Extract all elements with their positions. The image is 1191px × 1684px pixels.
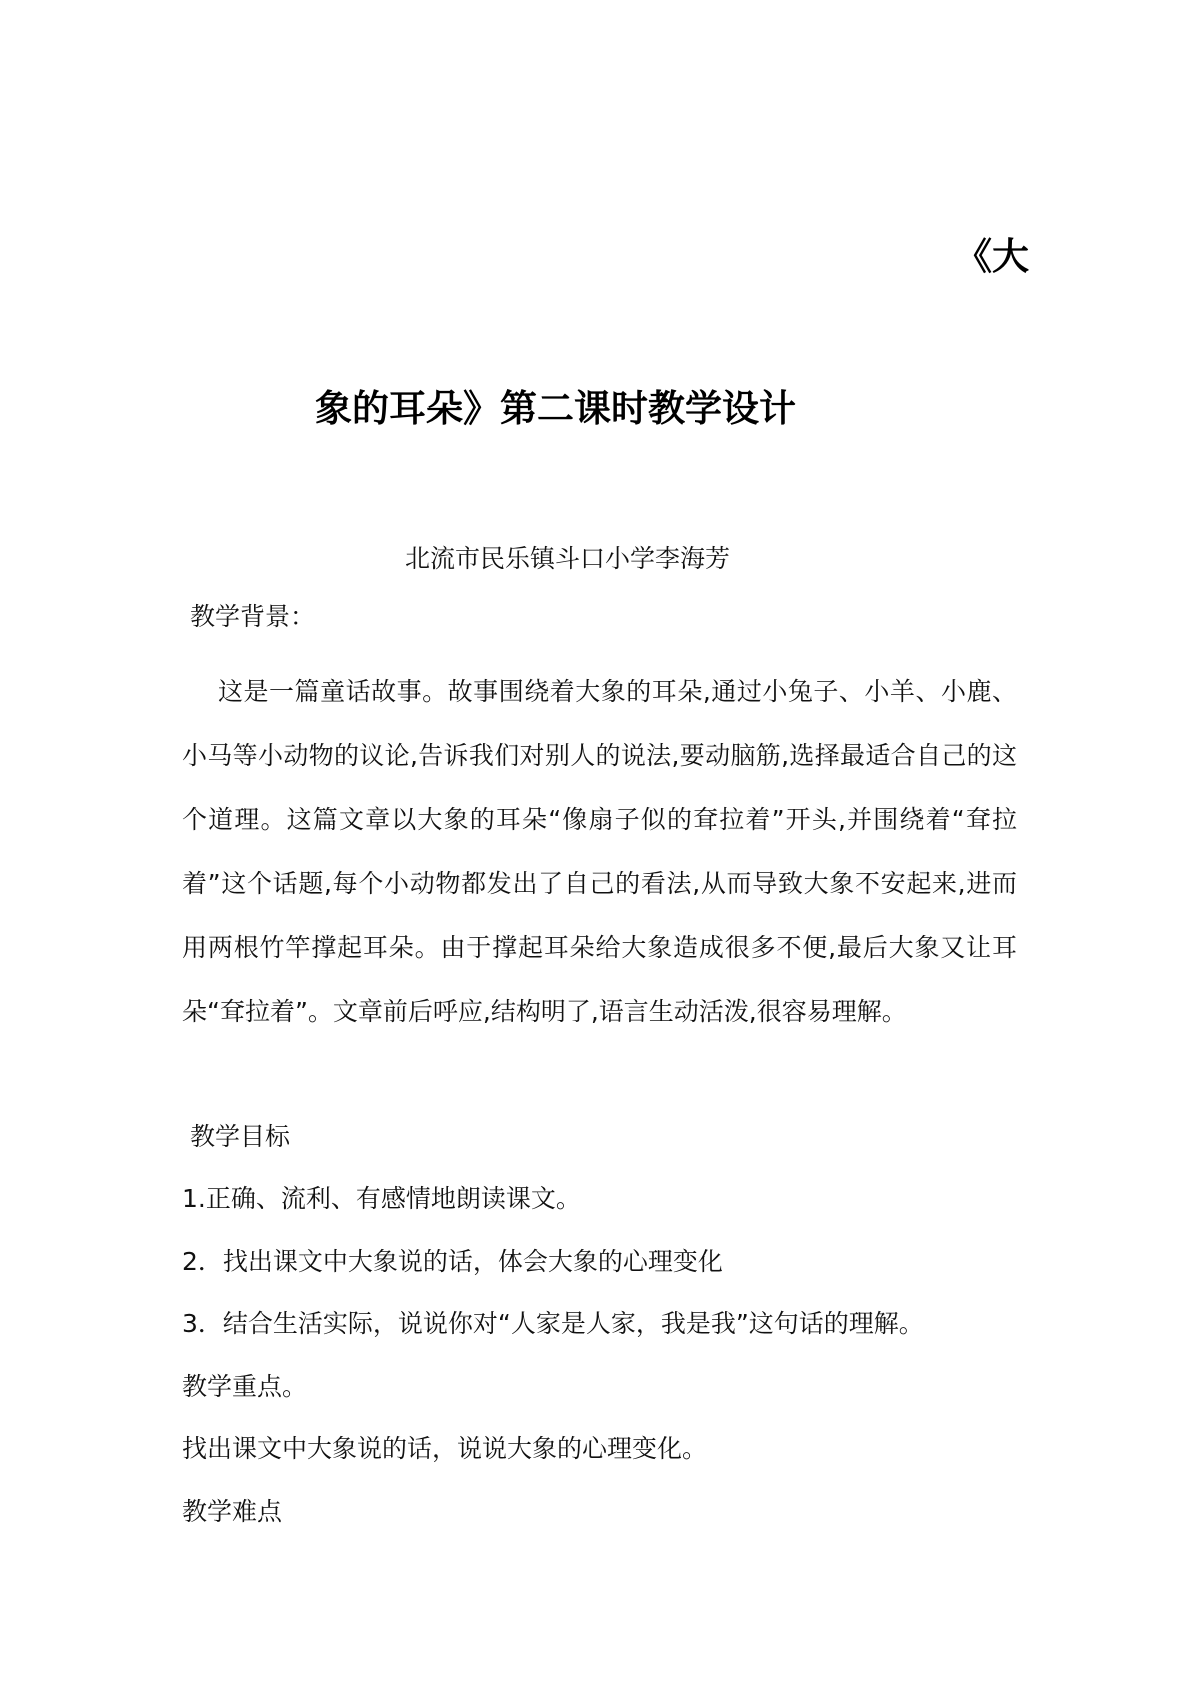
key-points-text: 找出课文中大象说的话，说说大象的心理变化。	[182, 1434, 708, 1463]
goals-heading: 教学目标	[190, 1122, 291, 1151]
document-title-part2: 象的耳朵》第二课时教学设计	[315, 387, 796, 430]
document-title-part1: 《大	[955, 235, 1029, 278]
goal-item-2: 2．找出课文中大象说的话，体会大象的心理变化	[182, 1247, 723, 1276]
author-line: 北流市民乐镇斗口小学李海芳	[405, 544, 731, 573]
background-paragraph: 这是一篇童话故事。故事围绕着大象的耳朵,通过小兔子、小羊、小鹿、小马等小动物的议论,告诉我们对别人的说法,要动脑筋,选择最适合自己的这个道理。这篇文章以大象的耳朵“像扇子似的耷拉着”开头,并围绕着“耷拉着”这个话题,每个小动物都发出了自己的看法,从而导致大象不安起来,进而用两根竹竿撑起耳朵。由于撑起耳朵给大象造成很多不便,最后大象又让耳朵“耷拉着”。文章前后呼应,结构明了,语言生动活泼,很容易理解。	[182, 677, 1017, 1026]
goal-item-1: 1.正确、流利、有感情地朗读课文。	[182, 1184, 581, 1213]
goal-item-3: 3．结合生活实际，说说你对“人家是人家，我是我”这句话的理解。	[182, 1309, 924, 1338]
background-heading: 教学背景：	[190, 602, 316, 631]
key-points-heading: 教学重点。	[182, 1372, 308, 1401]
difficulties-heading: 教学难点	[182, 1497, 283, 1526]
